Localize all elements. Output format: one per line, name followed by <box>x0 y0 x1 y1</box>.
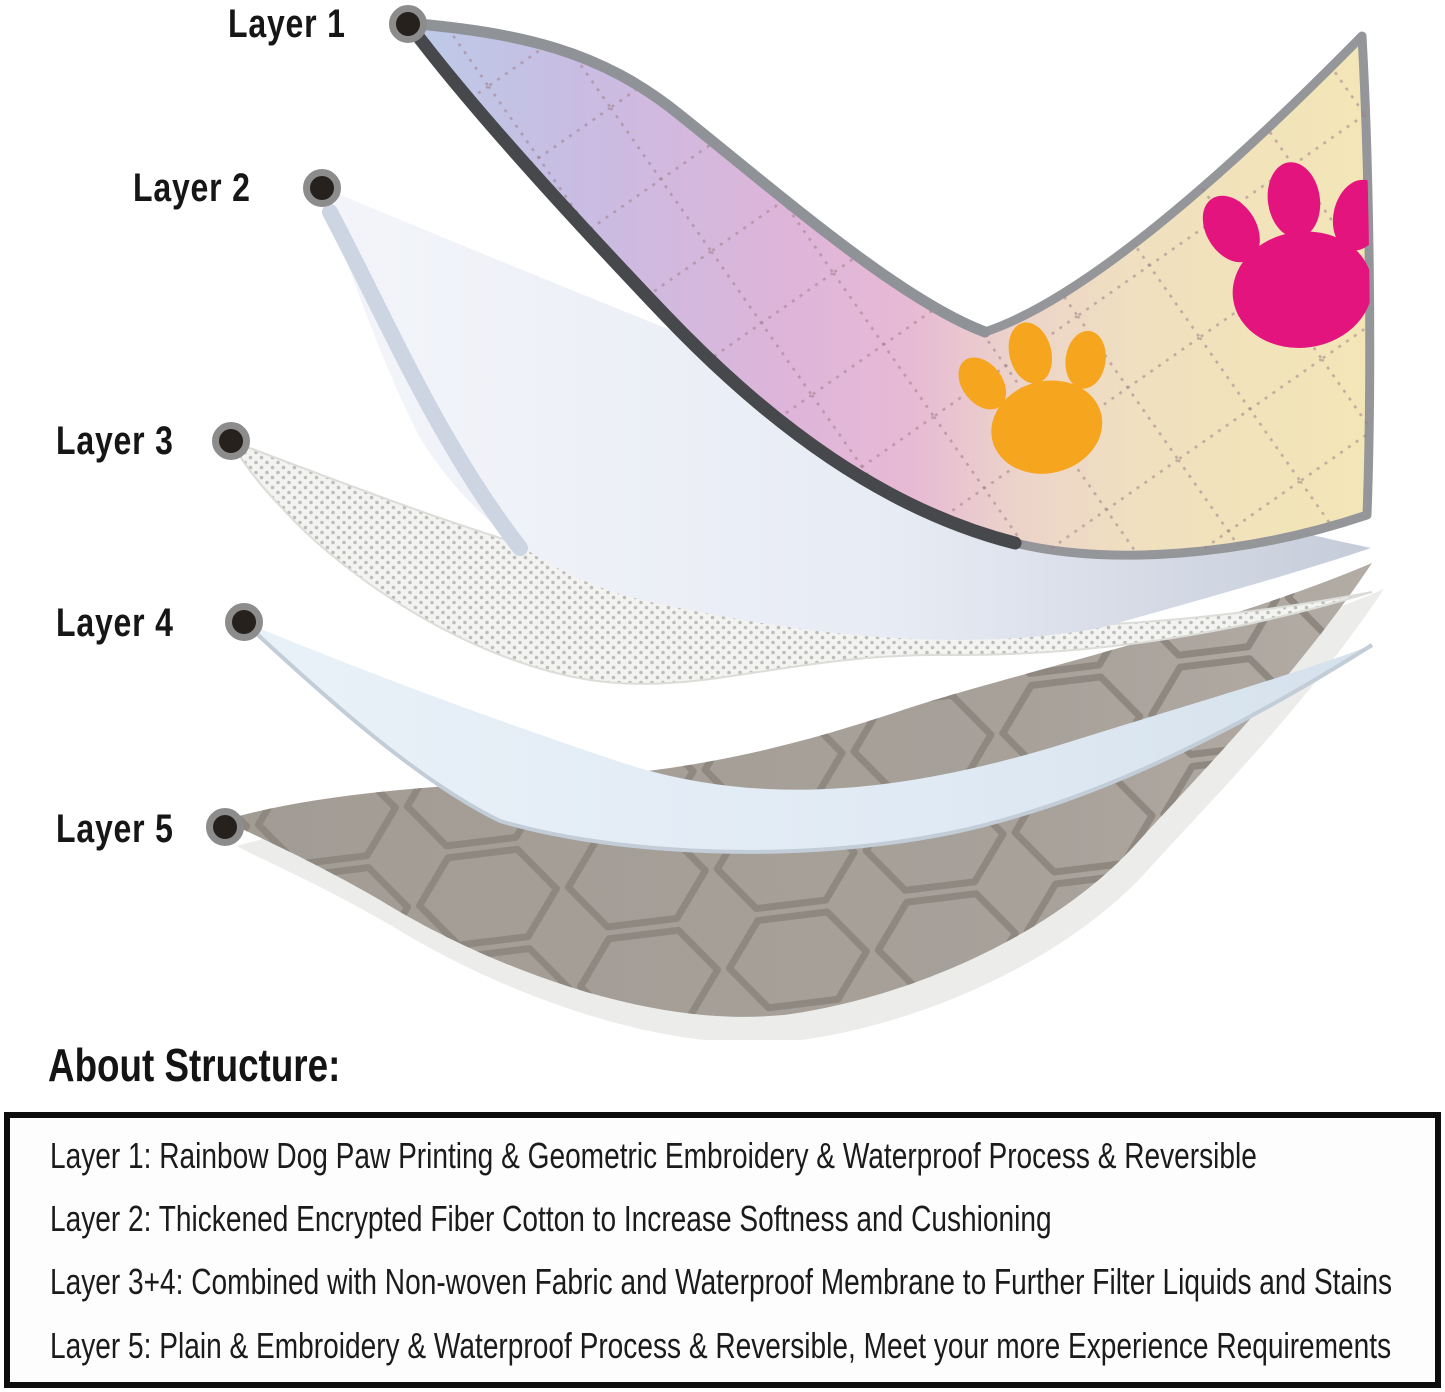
structure-line-layer3-4: Layer 3+4: Combined with Non-woven Fabric and Waterproof Membrane to Further Filter Liquids and Stains <box>50 1261 1392 1302</box>
structure-line-layer2: Layer 2: Thickened Encrypted Fiber Cotton to Increase Softness and Cushioning <box>50 1198 1052 1239</box>
layer3-marker-dot <box>212 422 250 460</box>
layer5-marker-dot <box>206 808 244 846</box>
layer2-label: Layer 2 <box>133 166 251 210</box>
layer1-label: Layer 1 <box>228 2 346 46</box>
about-structure-heading: About Structure: <box>48 1039 341 1091</box>
layer2-marker-dot <box>303 169 341 207</box>
layer4-marker-dot <box>225 603 263 641</box>
layer3-label: Layer 3 <box>56 419 174 463</box>
layer1-marker-dot <box>389 5 427 43</box>
layer4-label: Layer 4 <box>56 601 174 645</box>
structure-line-layer1: Layer 1: Rainbow Dog Paw Printing & Geometric Embroidery & Waterproof Process & Reversible <box>50 1135 1257 1176</box>
layer5-label: Layer 5 <box>56 807 174 851</box>
structure-description-box <box>4 1112 1441 1388</box>
structure-line-layer5: Layer 5: Plain & Embroidery & Waterproof Process & Reversible, Meet your more Experience Requirements <box>50 1325 1392 1366</box>
